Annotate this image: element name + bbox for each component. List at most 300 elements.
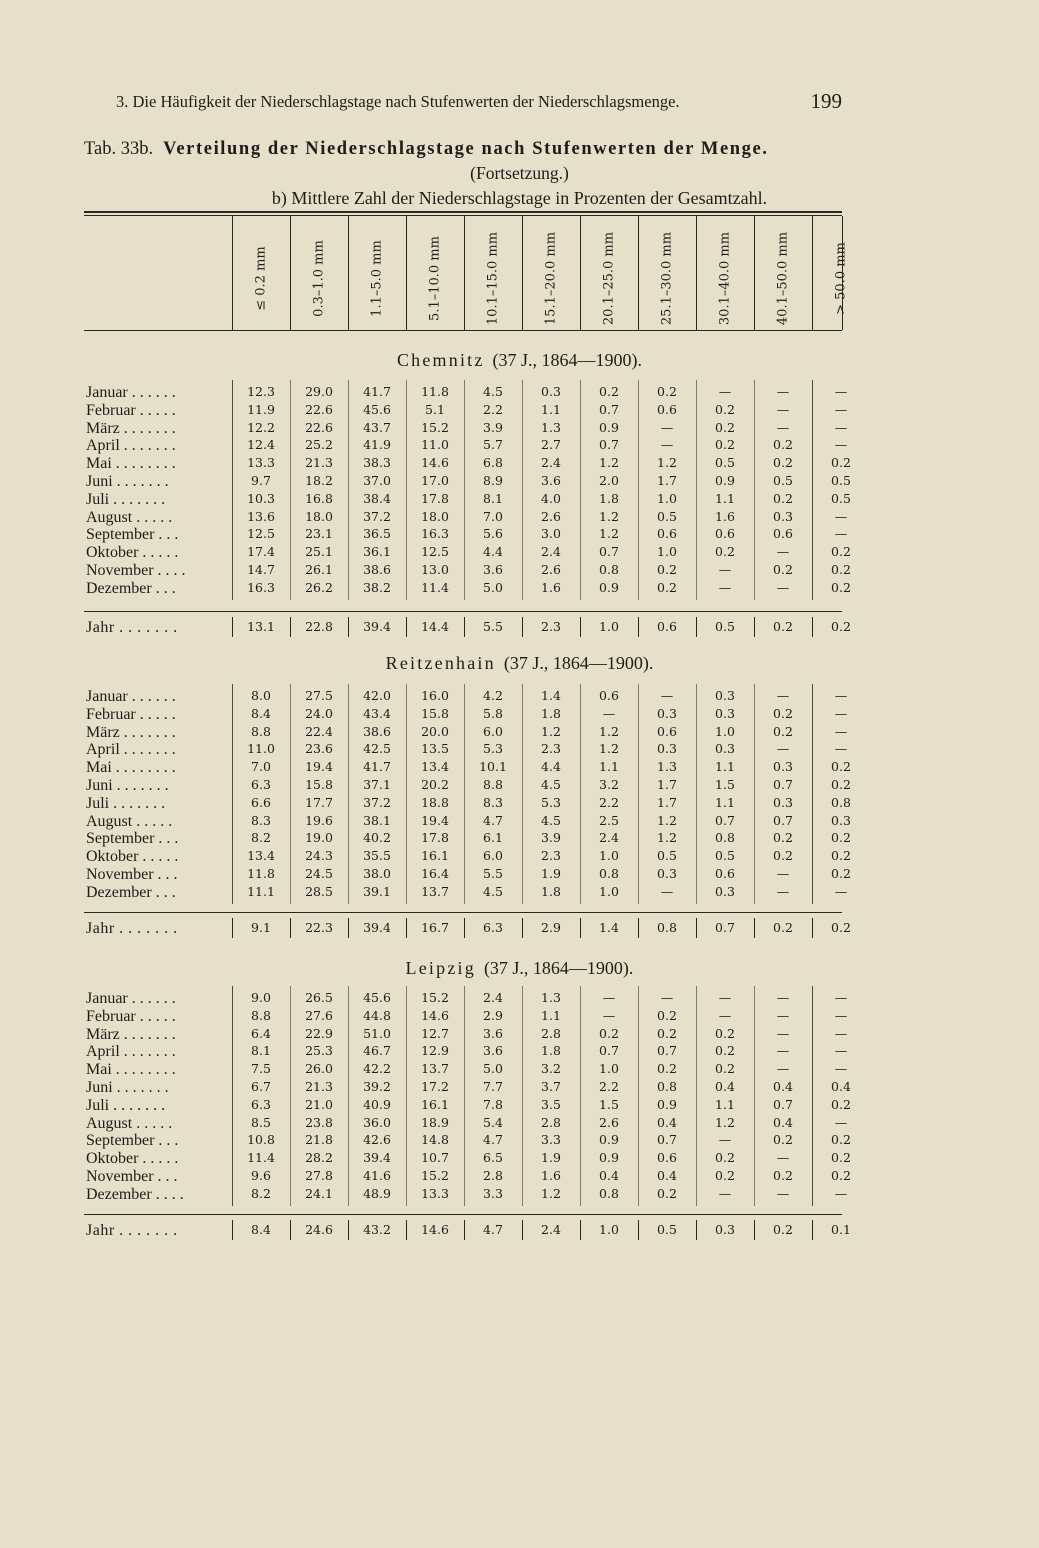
table-cell: 36.5 bbox=[363, 526, 391, 542]
table-cell: 1.0 bbox=[599, 1061, 619, 1077]
table-row bbox=[0, 1079, 1039, 1097]
table-cell: 0.6 bbox=[657, 1150, 677, 1166]
table-cell: — bbox=[718, 1007, 732, 1023]
table-cell: 13.5 bbox=[421, 741, 449, 757]
table-cell: 15.8 bbox=[421, 705, 449, 721]
table-cell: — bbox=[834, 1114, 848, 1130]
table-cell: 9.7 bbox=[251, 473, 271, 488]
table-cell: 8.2 bbox=[251, 830, 271, 846]
column-header-7 bbox=[638, 224, 696, 324]
year-label: Jahr . . . . . . . bbox=[86, 619, 178, 636]
table-cell: 6.4 bbox=[251, 1025, 271, 1041]
year-cell: 0.2 bbox=[831, 920, 851, 935]
table-cell: 1.1 bbox=[599, 759, 619, 775]
table-cell: — bbox=[834, 526, 848, 542]
table-cell: — bbox=[718, 384, 732, 399]
table-cell: 1.2 bbox=[541, 723, 561, 739]
table-cell: 8.8 bbox=[251, 1007, 271, 1023]
table-cell: 15.2 bbox=[421, 419, 449, 435]
year-cell: 0.5 bbox=[715, 619, 735, 634]
table-cell: 2.4 bbox=[599, 830, 619, 846]
table-cell: — bbox=[776, 1150, 790, 1166]
table-cell: 6.8 bbox=[483, 455, 503, 471]
table-cell: 20.2 bbox=[421, 777, 449, 792]
year-column-rule bbox=[348, 918, 349, 938]
month-label: April . . . . . . . bbox=[86, 437, 176, 455]
table-cell: 19.6 bbox=[305, 812, 333, 828]
table-row bbox=[0, 1150, 1039, 1168]
table-cell: 1.6 bbox=[715, 508, 735, 524]
table-row bbox=[0, 1008, 1039, 1026]
table-cell: 0.2 bbox=[831, 455, 851, 471]
table-cell: 35.5 bbox=[363, 848, 391, 864]
table-cell: 1.2 bbox=[599, 508, 619, 524]
table-cell: 2.4 bbox=[483, 990, 503, 1005]
table-cell: 23.6 bbox=[305, 741, 333, 757]
table-cell: 13.0 bbox=[421, 562, 449, 577]
month-label: August . . . . . bbox=[86, 508, 173, 526]
table-cell: 9.6 bbox=[251, 1168, 271, 1183]
month-label: September . . . bbox=[86, 1132, 179, 1150]
table-cell: 11.8 bbox=[421, 384, 449, 399]
table-cell: 5.1 bbox=[425, 401, 445, 417]
table-cell: 1.0 bbox=[715, 723, 735, 739]
table-cell: 3.9 bbox=[541, 830, 561, 846]
table-cell: 5.6 bbox=[483, 526, 503, 542]
table-cell: 2.3 bbox=[541, 848, 561, 864]
table-cell: 0.7 bbox=[715, 812, 735, 828]
table-cell: 7.5 bbox=[251, 1061, 271, 1077]
table-cell: 3.6 bbox=[483, 1025, 503, 1041]
table-cell: 1.2 bbox=[541, 1185, 561, 1201]
year-cell: 39.4 bbox=[363, 619, 391, 634]
table-cell: 8.3 bbox=[251, 812, 271, 828]
table-cell: 4.4 bbox=[541, 759, 561, 775]
table-cell: — bbox=[834, 688, 848, 703]
table-cell: 12.2 bbox=[247, 419, 275, 435]
table-cell: 9.0 bbox=[251, 990, 271, 1005]
table-cell: 0.3 bbox=[773, 508, 793, 524]
table-cell: 12.5 bbox=[421, 544, 449, 560]
year-separator-rule bbox=[84, 1214, 842, 1215]
year-column-rule bbox=[348, 1220, 349, 1240]
table-cell: 21.0 bbox=[305, 1096, 333, 1112]
table-cell: 11.8 bbox=[247, 866, 275, 881]
table-cell: 3.6 bbox=[541, 473, 561, 488]
table-row bbox=[0, 848, 1039, 866]
table-cell: — bbox=[718, 579, 732, 595]
table-cell: — bbox=[660, 883, 674, 899]
year-column-rule bbox=[696, 617, 697, 637]
table-cell: 18.8 bbox=[421, 794, 449, 810]
table-cell: 0.2 bbox=[657, 562, 677, 577]
table-cell: 3.7 bbox=[541, 1079, 561, 1094]
table-cell: 14.8 bbox=[421, 1132, 449, 1148]
month-label: August . . . . . bbox=[86, 812, 173, 830]
month-label: April . . . . . . . bbox=[86, 741, 176, 759]
year-cell: 24.6 bbox=[305, 1222, 333, 1237]
table-cell: — bbox=[834, 384, 848, 399]
table-cell: 18.0 bbox=[305, 508, 333, 524]
table-cell: 0.2 bbox=[715, 437, 735, 453]
year-column-rule bbox=[580, 617, 581, 637]
table-cell: — bbox=[776, 883, 790, 899]
table-cell: 0.6 bbox=[773, 526, 793, 542]
year-cell: 4.7 bbox=[483, 1222, 503, 1237]
table-cell: 4.7 bbox=[483, 812, 503, 828]
station-period: (37 J., 1864—1900). bbox=[483, 958, 634, 978]
table-cell: — bbox=[834, 1061, 848, 1077]
table-cell: 1.2 bbox=[657, 455, 677, 471]
year-column-rule bbox=[638, 1220, 639, 1240]
table-cell: 37.2 bbox=[363, 794, 391, 810]
table-cell: 41.7 bbox=[363, 759, 391, 775]
table-row bbox=[0, 1115, 1039, 1133]
table-cell: 0.4 bbox=[773, 1114, 793, 1130]
table-cell: 21.8 bbox=[305, 1132, 333, 1148]
year-column-rule bbox=[522, 918, 523, 938]
table-cell: 6.7 bbox=[251, 1079, 271, 1094]
table-cell: 10.8 bbox=[247, 1132, 275, 1148]
year-column-rule bbox=[754, 1220, 755, 1240]
table-cell: 0.8 bbox=[599, 1185, 619, 1201]
table-cell: 16.1 bbox=[421, 1096, 449, 1112]
table-cell: 0.5 bbox=[657, 848, 677, 864]
table-cell: — bbox=[834, 401, 848, 417]
table-cell: 3.2 bbox=[599, 777, 619, 792]
table-cell: 39.1 bbox=[363, 883, 391, 899]
table-cell: 13.7 bbox=[421, 1061, 449, 1077]
table-cell: 26.2 bbox=[305, 579, 333, 595]
table-cell: 1.1 bbox=[541, 1007, 561, 1023]
table-cell: 37.0 bbox=[363, 473, 391, 488]
table-cell: 1.0 bbox=[599, 883, 619, 899]
table-cell: 11.4 bbox=[247, 1150, 275, 1166]
table-cell: 0.6 bbox=[599, 688, 619, 703]
table-cell: 42.5 bbox=[363, 741, 391, 757]
column-header-label: 10.1–15.0 mm bbox=[485, 231, 501, 326]
table-cell: 3.6 bbox=[483, 562, 503, 577]
table-cell: 13.7 bbox=[421, 883, 449, 899]
table-cell: 0.2 bbox=[831, 1132, 851, 1148]
column-header-label: 20.1–25.0 mm bbox=[601, 231, 617, 326]
table-cell: 0.2 bbox=[657, 1007, 677, 1023]
table-cell: 15.2 bbox=[421, 990, 449, 1005]
table-cell: 1.1 bbox=[715, 490, 735, 506]
table-cell: 24.1 bbox=[305, 1185, 333, 1201]
year-column-rule bbox=[696, 1220, 697, 1240]
year-cell: 2.9 bbox=[541, 920, 561, 935]
table-top-rule-2 bbox=[84, 215, 842, 216]
table-row bbox=[0, 1168, 1039, 1186]
table-cell: — bbox=[776, 419, 790, 435]
table-cell: 0.2 bbox=[773, 490, 793, 506]
table-cell: 38.6 bbox=[363, 723, 391, 739]
table-cell: — bbox=[776, 1007, 790, 1023]
table-row bbox=[0, 884, 1039, 902]
table-cell: 2.8 bbox=[483, 1168, 503, 1183]
table-cell: 0.9 bbox=[599, 419, 619, 435]
year-column-rule bbox=[522, 617, 523, 637]
table-cell: 4.5 bbox=[483, 883, 503, 899]
table-cell: 2.8 bbox=[541, 1114, 561, 1130]
table-cell: 0.3 bbox=[715, 688, 735, 703]
table-cell: 0.3 bbox=[773, 794, 793, 810]
table-cell: 0.3 bbox=[715, 741, 735, 757]
table-row bbox=[0, 990, 1039, 1008]
station-heading bbox=[0, 350, 1039, 371]
station-period: (37 J., 1864—1900). bbox=[492, 350, 643, 370]
table-cell: 16.3 bbox=[421, 526, 449, 542]
table-cell: 4.0 bbox=[541, 490, 561, 506]
year-cell: 43.2 bbox=[363, 1222, 391, 1237]
table-cell: 2.2 bbox=[599, 1079, 619, 1094]
table-cell: — bbox=[602, 705, 616, 721]
month-label: März . . . . . . . bbox=[86, 419, 176, 437]
table-cell: — bbox=[660, 990, 674, 1005]
table-cell: — bbox=[834, 1185, 848, 1201]
table-cell: 10.1 bbox=[479, 759, 507, 775]
table-cell: 10.3 bbox=[247, 490, 275, 506]
table-cell: 17.2 bbox=[421, 1079, 449, 1094]
table-cell: — bbox=[834, 1025, 848, 1041]
month-label: Juli . . . . . . . bbox=[86, 490, 166, 508]
year-cell: 13.1 bbox=[247, 619, 275, 634]
column-header-0 bbox=[232, 224, 290, 324]
table-row bbox=[0, 402, 1039, 420]
table-cell: 21.3 bbox=[305, 1079, 333, 1094]
year-cell: 2.4 bbox=[541, 1222, 561, 1237]
month-label: August . . . . . bbox=[86, 1114, 173, 1132]
table-cell: 12.4 bbox=[247, 437, 275, 453]
table-cell: 0.9 bbox=[599, 1132, 619, 1148]
year-cell: 1.4 bbox=[599, 920, 619, 935]
station-period: (37 J., 1864—1900). bbox=[503, 653, 654, 673]
year-cell: 16.7 bbox=[421, 920, 449, 935]
table-cell: 0.7 bbox=[599, 544, 619, 560]
table-cell: 1.6 bbox=[541, 579, 561, 595]
table-row bbox=[0, 1186, 1039, 1204]
table-cell: 28.5 bbox=[305, 883, 333, 899]
table-cell: 1.6 bbox=[541, 1168, 561, 1183]
table-cell: 13.3 bbox=[247, 455, 275, 471]
year-cell: 0.6 bbox=[657, 619, 677, 634]
table-cell: 0.9 bbox=[599, 1150, 619, 1166]
month-label: November . . . bbox=[86, 866, 178, 883]
table-cell: 6.1 bbox=[483, 830, 503, 846]
table-row bbox=[0, 777, 1039, 795]
table-cell: 23.8 bbox=[305, 1114, 333, 1130]
table-cell: 0.2 bbox=[773, 455, 793, 471]
table-cell: 0.2 bbox=[715, 1043, 735, 1059]
table-label: Tab. 33b. bbox=[84, 139, 154, 159]
month-label: Februar . . . . . bbox=[86, 705, 176, 723]
table-cell: 7.0 bbox=[251, 759, 271, 775]
table-cell: 6.0 bbox=[483, 723, 503, 739]
table-cell: 0.8 bbox=[599, 866, 619, 881]
year-cell: 0.8 bbox=[657, 920, 677, 935]
table-row bbox=[0, 830, 1039, 848]
table-cell: 0.8 bbox=[715, 830, 735, 846]
year-column-rule bbox=[638, 918, 639, 938]
table-cell: 1.0 bbox=[657, 544, 677, 560]
year-row bbox=[0, 1222, 1039, 1240]
table-cell: 22.6 bbox=[305, 401, 333, 417]
year-cell: 22.3 bbox=[305, 920, 333, 935]
table-cell: 1.1 bbox=[715, 794, 735, 810]
table-cell: 13.4 bbox=[421, 759, 449, 775]
table-cell: 0.2 bbox=[831, 544, 851, 560]
table-cell: 40.9 bbox=[363, 1096, 391, 1112]
month-label: Juni . . . . . . . bbox=[86, 777, 169, 794]
table-cell: 0.3 bbox=[657, 741, 677, 757]
column-header-label: 25.1–30.0 mm bbox=[659, 231, 675, 326]
column-header-label: > 50.0 mm bbox=[833, 242, 849, 315]
table-cell: 36.1 bbox=[363, 544, 391, 560]
table-cell: 8.0 bbox=[251, 688, 271, 703]
column-header-8 bbox=[696, 224, 754, 324]
table-cell: 42.0 bbox=[363, 688, 391, 703]
year-cell: 14.4 bbox=[421, 619, 449, 634]
table-cell: 24.5 bbox=[305, 866, 333, 881]
table-cell: 1.7 bbox=[657, 473, 677, 488]
table-cell: — bbox=[834, 741, 848, 757]
table-cell: 0.8 bbox=[599, 562, 619, 577]
table-cell: 0.2 bbox=[715, 1025, 735, 1041]
table-cell: 5.4 bbox=[483, 1114, 503, 1130]
table-cell: 11.4 bbox=[421, 579, 449, 595]
table-cell: — bbox=[834, 883, 848, 899]
table-cell: 0.2 bbox=[773, 1132, 793, 1148]
table-cell: 2.0 bbox=[599, 473, 619, 488]
year-column-rule bbox=[522, 1220, 523, 1240]
table-cell: 14.7 bbox=[247, 562, 275, 577]
table-cell: 0.4 bbox=[599, 1168, 619, 1183]
year-column-rule bbox=[290, 617, 291, 637]
month-label: Oktober . . . . . bbox=[86, 848, 179, 866]
table-cell: 38.0 bbox=[363, 866, 391, 881]
table-cell: 7.8 bbox=[483, 1096, 503, 1112]
header-bottom-rule bbox=[84, 330, 842, 331]
table-cell: — bbox=[776, 990, 790, 1005]
table-cell: 1.9 bbox=[541, 1150, 561, 1166]
table-cell: 2.4 bbox=[541, 455, 561, 471]
column-header-label: 1.1–5.0 mm bbox=[369, 240, 385, 317]
table-cell: 13.6 bbox=[247, 508, 275, 524]
year-cell: 2.3 bbox=[541, 619, 561, 634]
table-row bbox=[0, 813, 1039, 831]
table-cell: — bbox=[660, 688, 674, 703]
running-header bbox=[116, 89, 842, 113]
month-label: Oktober . . . . . bbox=[86, 544, 179, 562]
month-label: September . . . bbox=[86, 526, 179, 544]
table-row bbox=[0, 420, 1039, 438]
table-cell: 0.2 bbox=[657, 384, 677, 399]
table-row bbox=[0, 509, 1039, 527]
table-cell: 1.1 bbox=[541, 401, 561, 417]
table-cell: 0.9 bbox=[599, 579, 619, 595]
table-cell: 25.2 bbox=[305, 437, 333, 453]
year-column-rule bbox=[232, 617, 233, 637]
table-cell: 5.5 bbox=[483, 866, 503, 881]
table-cell: 38.2 bbox=[363, 579, 391, 595]
table-cell: 0.3 bbox=[657, 866, 677, 881]
table-cell: 0.2 bbox=[831, 1168, 851, 1183]
table-cell: 1.2 bbox=[599, 526, 619, 542]
table-cell: — bbox=[776, 1043, 790, 1059]
table-cell: 7.0 bbox=[483, 508, 503, 524]
year-cell: 8.4 bbox=[251, 1222, 271, 1237]
table-cell: 0.4 bbox=[657, 1168, 677, 1183]
table-cell: 1.5 bbox=[599, 1096, 619, 1112]
table-cell: 21.3 bbox=[305, 455, 333, 471]
table-cell: 4.5 bbox=[541, 777, 561, 792]
table-cell: 3.3 bbox=[541, 1132, 561, 1148]
table-cell: 0.2 bbox=[831, 830, 851, 846]
table-cell: 0.8 bbox=[831, 794, 851, 810]
table-cell: 1.1 bbox=[715, 1096, 735, 1112]
table-cell: 5.3 bbox=[541, 794, 561, 810]
table-cell: — bbox=[776, 741, 790, 757]
table-cell: — bbox=[834, 437, 848, 453]
table-cell: 8.2 bbox=[251, 1185, 271, 1201]
table-cell: 38.1 bbox=[363, 812, 391, 828]
table-title bbox=[84, 139, 844, 160]
table-cell: — bbox=[776, 544, 790, 560]
table-cell: 1.2 bbox=[715, 1114, 735, 1130]
station-name: Reitzenhain bbox=[385, 653, 496, 673]
table-cell: 0.2 bbox=[657, 1061, 677, 1077]
table-cell: 0.4 bbox=[831, 1079, 851, 1094]
table-cell: 12.7 bbox=[421, 1025, 449, 1041]
table-cell: 2.4 bbox=[541, 544, 561, 560]
table-cell: 0.6 bbox=[657, 526, 677, 542]
table-cell: 0.2 bbox=[831, 866, 851, 881]
year-column-rule bbox=[580, 1220, 581, 1240]
table-cell: 0.2 bbox=[715, 1168, 735, 1183]
table-cell: 8.1 bbox=[251, 1043, 271, 1059]
table-cell: 48.9 bbox=[363, 1185, 391, 1201]
table-cell: 0.7 bbox=[773, 812, 793, 828]
table-cell: 22.4 bbox=[305, 723, 333, 739]
table-cell: 0.5 bbox=[715, 848, 735, 864]
year-label: Jahr . . . . . . . bbox=[86, 1222, 178, 1239]
table-cell: 5.0 bbox=[483, 579, 503, 595]
table-cell: 4.5 bbox=[541, 812, 561, 828]
table-cell: 17.8 bbox=[421, 830, 449, 846]
table-cell: — bbox=[776, 1061, 790, 1077]
year-cell: 0.5 bbox=[657, 1222, 677, 1237]
table-cell: 0.7 bbox=[599, 437, 619, 453]
table-cell: 16.4 bbox=[421, 866, 449, 881]
month-label: Januar . . . . . . bbox=[86, 688, 176, 705]
table-subtitle: b) Mittlere Zahl der Niederschlagstage in Prozenten der Gesamtzahl. bbox=[271, 188, 768, 208]
table-cell: — bbox=[776, 1025, 790, 1041]
table-cell: 0.2 bbox=[715, 401, 735, 417]
table-row bbox=[0, 795, 1039, 813]
table-cell: 0.4 bbox=[773, 1079, 793, 1094]
table-cell: 1.4 bbox=[541, 688, 561, 703]
table-cell: 25.3 bbox=[305, 1043, 333, 1059]
table-cell: 0.2 bbox=[773, 1168, 793, 1183]
table-cell: 0.7 bbox=[599, 401, 619, 417]
table-cell: — bbox=[718, 990, 732, 1005]
table-cell: 5.8 bbox=[483, 705, 503, 721]
table-cell: 17.7 bbox=[305, 794, 333, 810]
table-cell: 6.6 bbox=[251, 794, 271, 810]
table-cell: 2.6 bbox=[541, 508, 561, 524]
station-heading bbox=[0, 653, 1039, 674]
